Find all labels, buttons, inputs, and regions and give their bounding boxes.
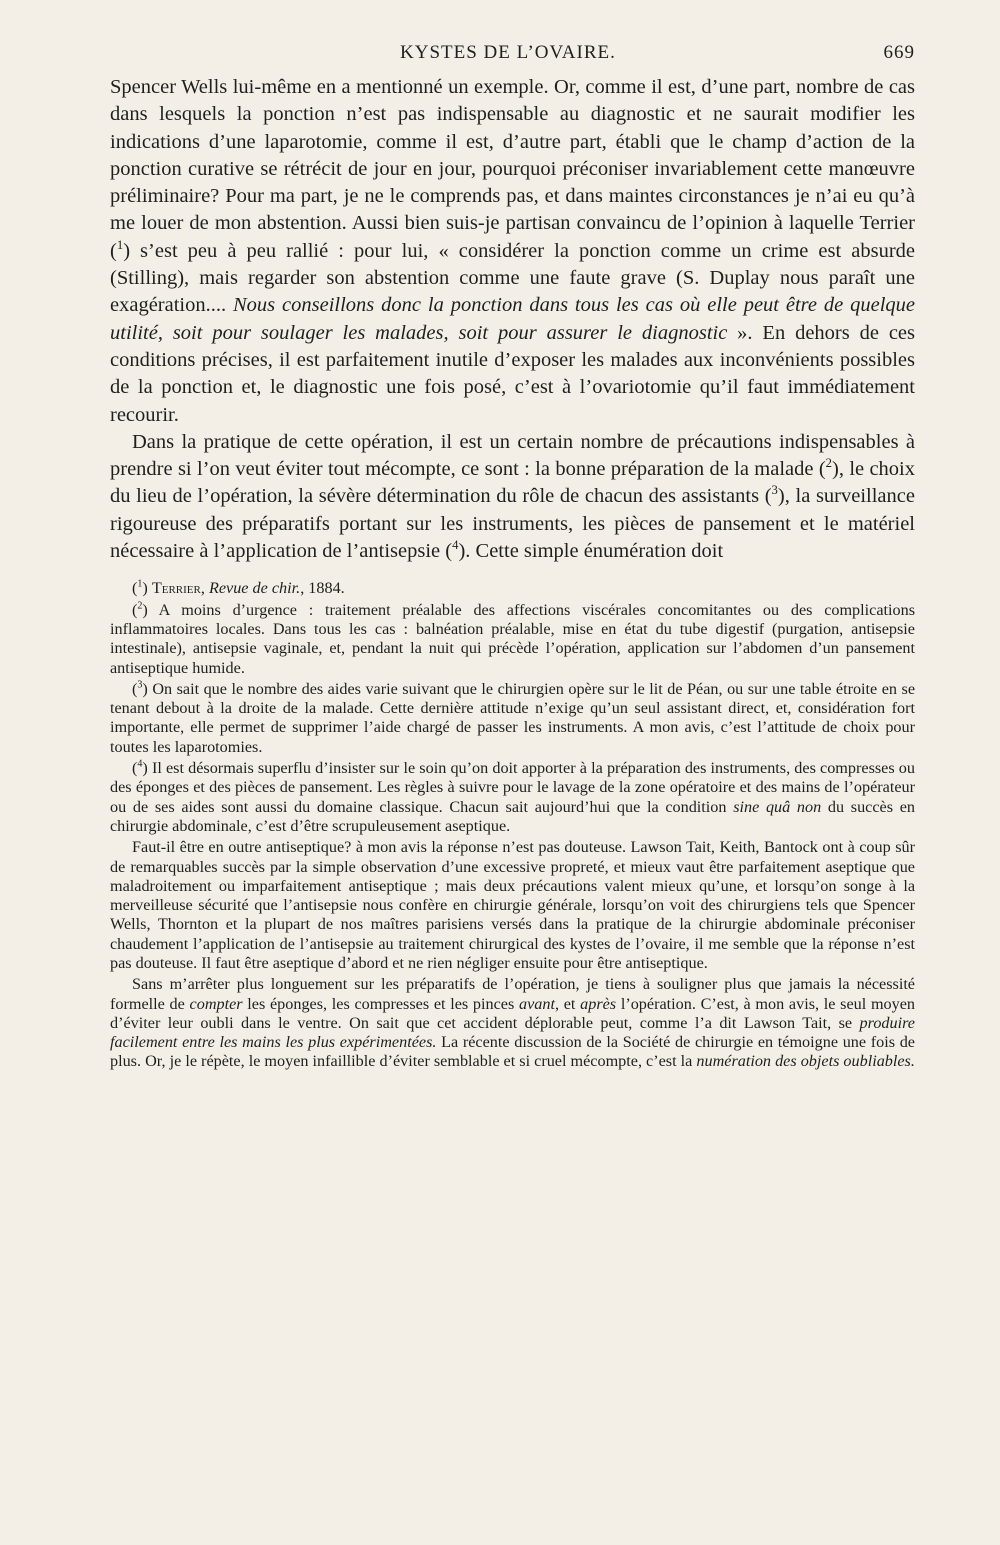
footnote-4-continued-2 [110, 975, 915, 1071]
text-run: ), la surveillance rigoureuse des préparatifs portant sur les instruments, les pièces de pansement et le matériel nécessaire à l’application de l’antisepsie ( [110, 485, 915, 563]
italic-run: numération des objets oubliables. [696, 1052, 915, 1071]
footnote-author: Terrier, [151, 579, 205, 598]
footnote-work: Revue de chir. [208, 579, 301, 598]
footnote-4-continued [110, 838, 915, 973]
italic-run: Nous conseillons donc la ponction dans tous les cas où elle peut être de quelque utilité, soit pour soulager les malades, soit pour assurer le diagnostic [110, 294, 915, 344]
text-run: Sans m’arrêter plus longuement sur les préparatifs de l’opération, je tiens à souligner plus que jamais la nécessité formelle de [110, 975, 915, 1013]
text-run: Il est désormais superflu d’insister sur le soin qu’on doit apporter à la préparation des instruments, des compresses ou des éponges et des pièces de pansement. Les règles à suivre pour le lavage de la zone opératoire et des mains de l’opérateur ou de ses aides sont aussi du domaine classique. Chacun sait aujourd’hui que la condition [110, 759, 915, 816]
italic-run: après [580, 994, 617, 1013]
text-run: ). Cette simple énumération doit [458, 540, 724, 563]
footnote-2: ($^2$) A moins d’urgence : traitement préalable des affections viscérales concomitantes ou des complications inflammatoires locales. Dans tous les cas : balnéation préalable, mise en état du tube digestif (purgation, antisepsie intestinale), antisepsie vaginale, et, pendant la nuit qui précède l’opération, application sur l’abdomen d’un pansement antiseptique humide. [110, 600, 915, 677]
paragraph-2 [110, 429, 915, 565]
footnote-ref: 2 [825, 456, 833, 471]
text-run: La récente discussion de la Société de chirurgie en témoigne une fois de plus. Or, je le répète, le moyen infaillible d’éviter semblable et si cruel mécompte, c’est la [110, 1033, 915, 1071]
text-run: , et [554, 994, 581, 1013]
text-run: ) s’est peu à peu rallié : pour lui, « considérer la ponction comme un crime est absurde (Stilling), mais regarder son abstention comme une faute grave (S. Duplay nous paraît une exagération.... [110, 239, 915, 317]
text-run: l’opération. C’est, à mon avis, le seul moyen d’éviter leur oubli dans le ventre. On sait que cet accident déplorable peut, comme l’a dit Lawson Tait, se [110, 994, 915, 1032]
main-text [110, 74, 915, 565]
italic-run: compter [189, 994, 243, 1013]
footnote-number: 2 [137, 600, 143, 612]
running-header [110, 42, 915, 64]
footnote-ref: 3 [771, 483, 778, 498]
text-run: On sait que le nombre des aides varie suivant que le chirurgien opère sur le lit de Péan, ou sur une table étroite en se tenant debout à la droite de la malade. Cette dernière attitude n’exige qu’un seul assistant direct, et, considération fort importante, elle permet de supprimer l’aide chargé de passer les instruments. A mon avis, c’est l’attitude de choix pour toutes les laparotomies. [110, 679, 916, 756]
italic-run: sine quâ non [733, 797, 822, 816]
footnote-number: 3 [137, 679, 143, 691]
italic-run: produire facilement entre les mains les plus expérimentées. [110, 1013, 915, 1052]
text-run: A moins d’urgence : traitement préalable des affections viscérales concomitantes ou des complications inflammatoires locales. Dans tous les cas : balnéation préalable, mise en état du tube digestif (purgation, antisepsie intestinale), antisepsie vaginale, et, pendant la nuit qui précède l’opération, application sur l’abdomen d’un pansement antiseptique humide. [110, 600, 915, 677]
text-run: Spencer Wells lui-même en a mentionné un exemple. Or, comme il est, d’une part, nombre de cas dans lesquels la ponction n’est pas indispensable au diagnostic et ne saurait modifier les indications d’une laparotomie, comme il est, d’autre part, établi que le champ d’action de la ponction curative se rétrécit de jour en jour, pourquoi préconiser invariablement cette manœuvre préliminaire? Pour ma part, je ne le comprends pas, et dans maintes circonstances je n’ai eu qu’à me louer de mon abstention. Aussi bien suis-je partisan convaincu de l’opinion à laquelle Terrier ( [110, 76, 915, 262]
footnotes [110, 579, 915, 1071]
text-run: ». En dehors de ces conditions précises, il est parfaitement inutile d’exposer les malades aux inconvénients possibles de la ponction et, le diagnostic une fois posé, c’est à l’ovariotomie qu’il faut immédiatement recourir. [110, 321, 916, 426]
running-title: KYSTES DE L’OVAIRE. [400, 42, 616, 63]
text-run: ), le choix du lieu de l’opération, la sévère détermination du rôle de chacun des assistants ( [110, 458, 915, 508]
italic-run: avant [519, 994, 555, 1013]
footnote-1: ($^1$) Terrier, Revue de chir., 1884. [132, 578, 345, 598]
text-run: Faut-il être en outre antiseptique? à mon avis la réponse n’est pas douteuse. Lawson Tait, Keith, Bantock ont à coup sûr de remarquables succès par la simple observation d’une excessive propreté, et mieux vaut être parfaitement aseptique que maladroitement ou imparfaitement antiseptique ; mais deux précautions valent mieux qu’une, et lorsqu’on songe à la merveilleuse sécurité que l’antisepsie nous confère en chirurgie générale, lorsqu’on voit des chirurgiens tels que Spencer Wells, Thornton et la plupart de nos maîtres parisiens versés dans la pratique de la chirurgie abdominale préconiser chaudement l’application de l’antisepsie au traitement chirurgical des kystes de l’ovaire, il me semble que la réponse n’est pas douteuse. Il faut être aseptique d’abord et ne rien négliger ensuite pour être antiseptique. [110, 838, 915, 972]
text-run: du succès en chirurgie abdominale, c’est d’être scrupuleusement aseptique. [110, 797, 916, 835]
footnote-number: 4 [137, 758, 143, 770]
footnote-ref: 4 [452, 538, 459, 553]
page-number: 669 [883, 42, 915, 63]
text-run: Dans la pratique de cette opération, il est un certain nombre de précautions indispensables à prendre si l’on veut éviter tout mécompte, ce sont : la bonne préparation de la malade ( [110, 430, 915, 481]
text-run: les éponges, les compresses et les pinces [242, 994, 519, 1013]
paragraph-1 [110, 74, 915, 429]
footnote-ref: 1 [116, 237, 124, 252]
footnote-4: ($^4$) Il est désormais superflu d’insister sur le soin qu’on doit apporter à la préparation des instruments, des compresses ou des éponges et des pièces de pansement. Les règles à suivre pour le lavage de la zone opératoire et des mains de l’opérateur ou de ses aides sont aussi du domaine classique. Chacun sait aujourd’hui que la condition sine quâ non du succès en chirurgie abdominale, c’est d’être scrupuleusement aseptique. [110, 758, 916, 835]
text-run: , 1884. [300, 579, 345, 598]
footnote-number: 1 [137, 578, 143, 590]
footnote-3: ($^3$) On sait que le nombre des aides varie suivant que le chirurgien opère sur le lit de Péan, ou sur une table étroite en se tenant debout à la droite de la malade. Cette dernière attitude n’exige qu’un seul assistant direct, et, considération fort importante, elle permet de supprimer l’aide chargé de passer les instruments. A mon avis, c’est l’attitude de choix pour toutes les laparotomies. [110, 679, 916, 756]
